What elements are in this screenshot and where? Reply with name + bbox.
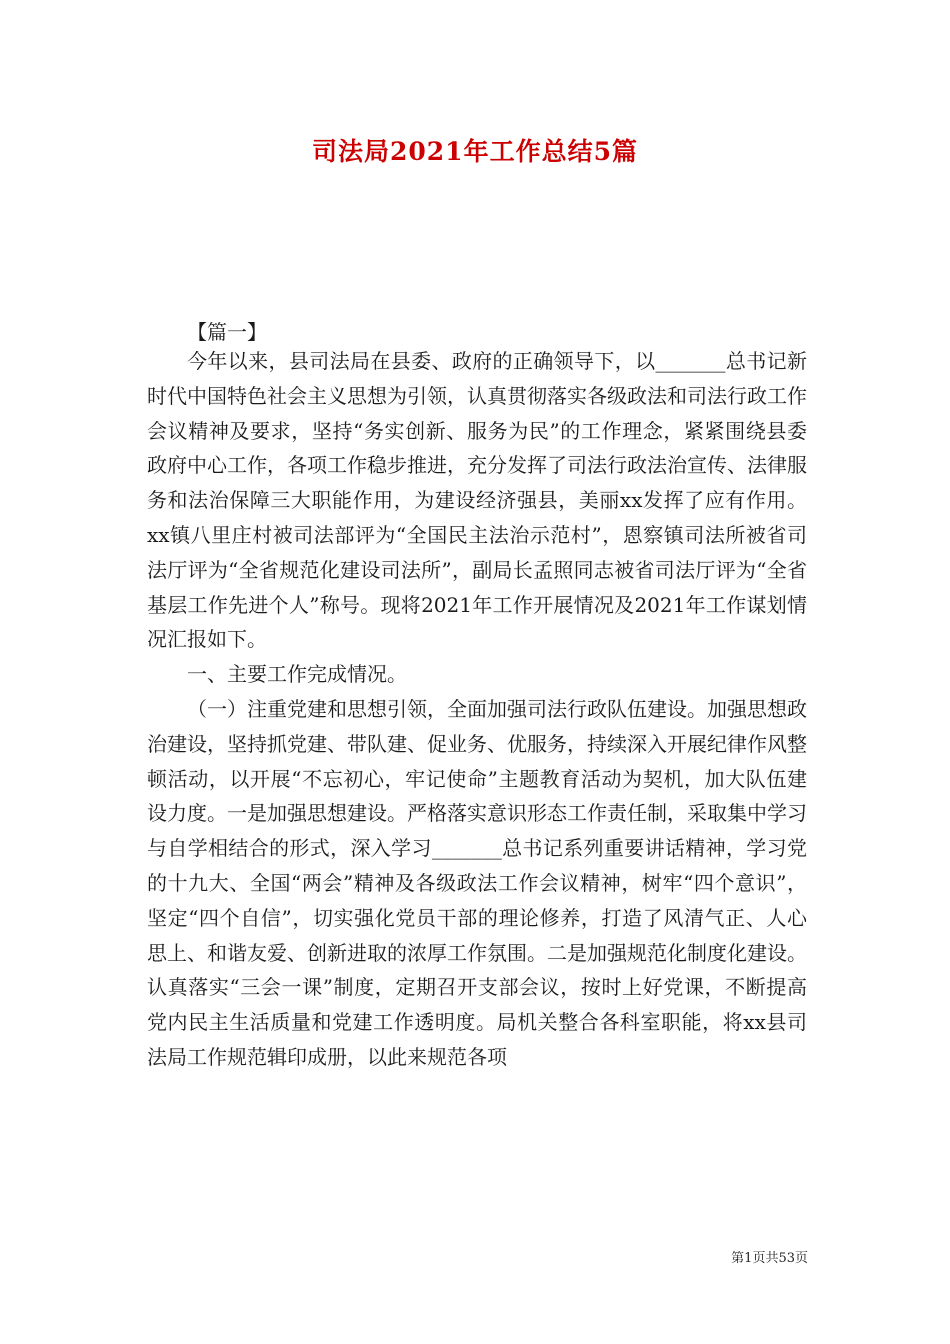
section-label: 【篇一】	[187, 320, 267, 344]
document-body	[147, 344, 807, 1075]
paragraph-section-1: （一）注重党建和思想引领，全面加强司法行政队伍建设。加强思想政治建设，坚持抓党建、带队建、促业务、优服务，持续深入开展纪律作风整顿活动，以开展“不忘初心，牢记使命”主题教育活动为契机，加大队伍建设力度。一是加强思想建设。严格落实意识形态工作责任制，采取集中学习与自学相结合的形式，深入学习_______总书记系列重要讲话精神，学习党的十九大、全国“两会”精神及各级政法工作会议精神，树牢“四个意识”，坚定“四个自信”，切实强化党员干部的理论修养，打造了风清气正、人心思上、和谐友爱、创新进取的浓厚工作氛围。二是加强规范化制度化建设。认真落实“三会一课”制度，定期召开支部会议，按时上好党课，不断提高党内民主生活质量和党建工作透明度。局机关整合各科室职能，将xx县司法局工作规范辑印成册，以此来规范各项	[147, 696, 807, 1069]
document-title: 司法局2021年工作总结5篇	[312, 137, 638, 166]
paragraph-heading: 一、主要工作完成情况。	[187, 662, 407, 687]
paragraph-intro: 今年以来，县司法局在县委、政府的正确领导下，以_______总书记新时代中国特色社会主义思想为引领，认真贯彻落实各级政法和司法行政工作会议精神及要求，坚持“务实创新、服务为民”的工作理念，紧紧围绕县委政府中心工作，各项工作稳步推进，充分发挥了司法行政法治宣传、法律服务和法治保障三大职能作用，为建设经济强县，美丽xx发挥了应有作用。xx镇八里庄村被司法部评为“全国民主法治示范村”，恩察镇司法所被省司法厅评为“全省规范化建设司法所”，副局长孟照同志被省司法厅评为“全省基层工作先进个人”称号。现将2021年工作开展情况及2021年工作谋划情况汇报如下。	[147, 349, 807, 652]
page-number: 第1页共53页	[731, 1251, 808, 1266]
